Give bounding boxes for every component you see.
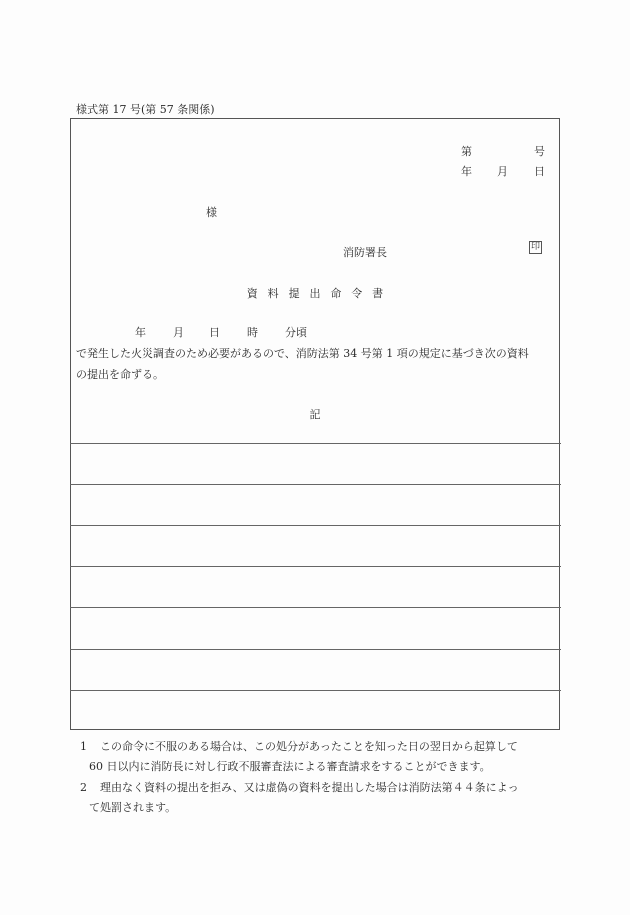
document-number-suffix: 号 — [534, 145, 545, 158]
item-row-divider — [70, 566, 561, 567]
ki-heading: 記 — [309, 408, 321, 421]
note-1-number: 1 — [80, 740, 87, 753]
note-2-line-2: て処罰されます。 — [89, 801, 177, 814]
fire-minute: 分頃 — [285, 326, 307, 339]
document-title: 資料提出命令書 — [246, 287, 394, 300]
item-row-divider — [70, 443, 561, 444]
issue-date-month: 月 — [497, 165, 508, 178]
note-1-line-2: 60 日以内に消防長に対し行政不服審査法による審査請求をすることができます。 — [89, 760, 491, 773]
item-row-divider — [70, 649, 561, 650]
fire-year: 年 — [135, 326, 146, 339]
item-row-divider — [70, 484, 561, 485]
form-frame — [70, 118, 560, 730]
note-1-line-1: この命令に不服のある場合は、この処分があったことを知った日の翌日から起算して — [100, 740, 518, 753]
fire-hour: 時 — [247, 326, 258, 339]
fire-datetime — [135, 324, 307, 340]
seal-icon: 印 — [530, 242, 540, 252]
form-number-label: 様式第 17 号(第 57 条関係) — [76, 103, 215, 116]
item-row-divider — [70, 690, 561, 691]
issue-date-year: 年 — [461, 165, 472, 178]
issue-date-day: 日 — [534, 165, 545, 178]
body-text-line-1: で発生した火災調査のため必要があるので、消防法第 34 号第 1 項の規定に基づき次の資料 — [76, 347, 529, 360]
note-2-line-1: 理由なく資料の提出を拒み、又は虚偽の資料を提出した場合は消防法第４４条によっ — [100, 781, 519, 794]
document-number-prefix: 第 — [461, 145, 472, 158]
fire-day: 日 — [209, 326, 220, 339]
note-2 — [80, 779, 519, 795]
addressee-honorific: 様 — [206, 206, 217, 219]
note-2-number: 2 — [80, 781, 87, 794]
item-row-divider — [70, 525, 561, 526]
body-text-line-2: の提出を命ずる。 — [76, 368, 164, 381]
fire-month: 月 — [173, 326, 184, 339]
item-row-divider — [70, 607, 561, 608]
note-1 — [80, 738, 518, 754]
issuer-title: 消防署長 — [343, 246, 387, 259]
